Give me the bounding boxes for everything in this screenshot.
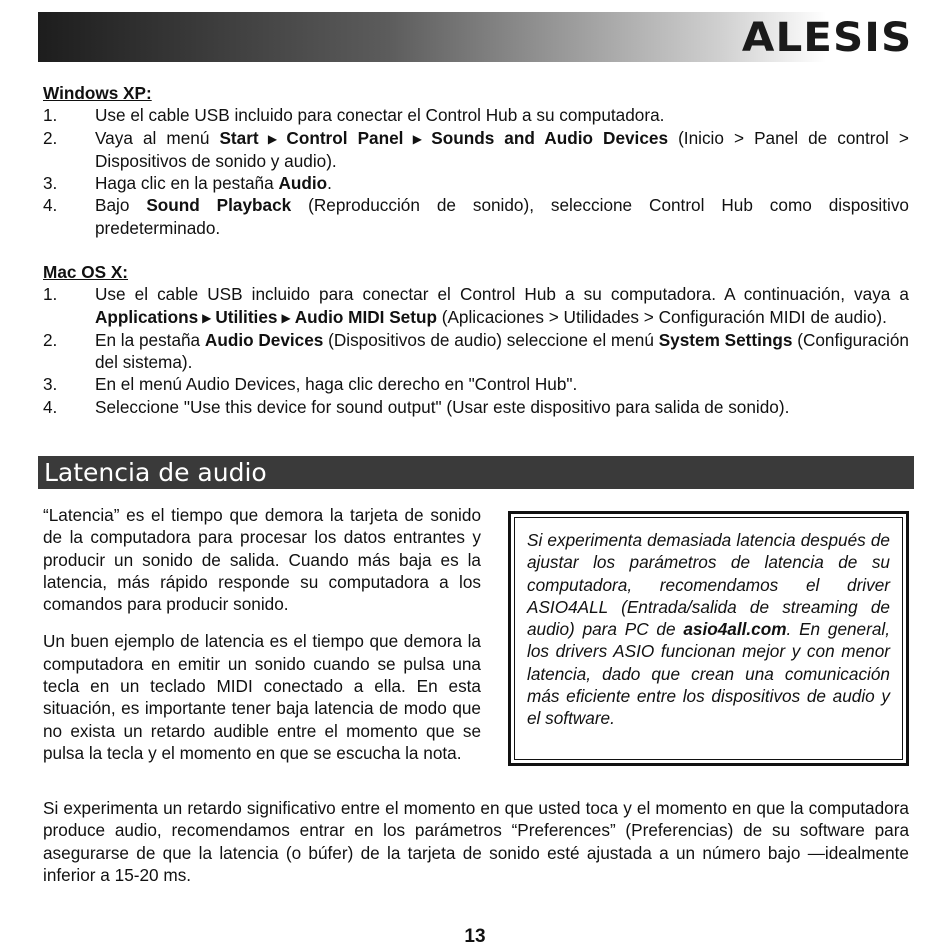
step-text: [95, 194, 909, 239]
menu-path-utilities: Utilities: [215, 306, 278, 327]
step-text: [95, 127, 909, 173]
note-text-part: . En general, los drivers ASIO funcionan mejor y con menor latencia, dado que crean una comunicación más eficiente entre los dispositivos de audio y el software.: [527, 619, 890, 729]
latency-advice-paragraph: Si experimenta un retardo significativo entre el momento en que usted toca y el momento en que la computadora produce audio, recomendamos entrar en los parámetros “Preferences” (Preferencias) de su software para asegurarse de que la latencia (o búfer) de la tarjeta de sonido esté ajustada a un número bajo —idealmente inferior a 15-20 ms.: [43, 798, 909, 885]
step-text-part: (Dispositivos de audio) seleccione el menú: [323, 329, 659, 350]
list-item: [43, 283, 909, 329]
list-item: [43, 104, 909, 126]
mac-steps-list: [43, 283, 909, 418]
bold-term: Sound Playback: [146, 195, 292, 216]
list-item: [43, 329, 909, 374]
step-number: 3.: [43, 374, 58, 395]
windows-xp-heading: Windows XP:: [43, 83, 152, 103]
section-title-bar: Latencia de audio: [38, 456, 914, 489]
step-number: 2.: [43, 127, 58, 148]
menu-path-start: Start: [219, 127, 259, 148]
page-number: 13: [464, 926, 486, 947]
list-item: [43, 194, 909, 239]
step-number: 1.: [43, 105, 58, 126]
asio4all-link[interactable]: asio4all.com: [683, 619, 787, 640]
step-number: 4.: [43, 195, 58, 216]
step-text-part: Bajo: [95, 195, 147, 216]
step-text-part: .: [327, 173, 332, 194]
latency-left-column: [43, 504, 481, 779]
step-text: [95, 172, 909, 194]
step-text-part: En la pestaña: [95, 329, 205, 350]
alesis-logo: ALESIS: [741, 15, 912, 61]
step-text: Use el cable USB incluido para conectar el Control Hub a su computadora.: [95, 105, 665, 126]
step-text-part: Vaya al menú: [95, 127, 220, 148]
list-item: [43, 373, 909, 395]
triangle-right-icon: ▶: [407, 131, 428, 146]
step-text-part: Use el cable USB incluido para conectar el Control Hub a su computadora. A continuación, vaya a: [95, 284, 909, 305]
step-text: Seleccione "Use this device for sound output" (Usar este dispositivo para salida de sonido).: [95, 396, 790, 417]
list-item: [43, 172, 909, 194]
note-box: [508, 511, 909, 766]
mac-os-heading: Mac OS X:: [43, 262, 129, 282]
list-item: [43, 396, 909, 418]
windows-steps-list: [43, 104, 909, 239]
bold-term: System Settings: [658, 329, 793, 350]
step-text-part: (Reproducción de sonido), seleccione Control Hub como dispositivo predeterminado.: [95, 195, 909, 238]
latency-definition-paragraph: “Latencia” es el tiempo que demora la tarjeta de sonido de la computadora para procesar los datos entrantes y producir un sonido de salida. Cuando más baja es la latencia, más rápido responde su computadora a los comandos para producir sonido.: [43, 505, 481, 615]
step-text-part: Haga clic en la pestaña: [95, 173, 279, 194]
menu-path-sounds: Sounds and Audio Devices: [431, 127, 669, 148]
triangle-right-icon: ▶: [202, 310, 212, 325]
step-number: 1.: [43, 284, 58, 305]
step-text: En el menú Audio Devices, haga clic derecho en "Control Hub".: [95, 374, 578, 395]
triangle-right-icon: ▶: [262, 131, 283, 146]
menu-path-control-panel: Control Panel: [286, 127, 404, 148]
step-number: 4.: [43, 396, 58, 417]
bold-term: Audio Devices: [204, 329, 324, 350]
bold-term: Audio: [278, 173, 328, 194]
menu-path-applications: Applications: [95, 306, 199, 327]
menu-path-audio-midi-setup: Audio MIDI Setup: [294, 306, 437, 327]
step-text: [95, 329, 909, 374]
note-text: [514, 517, 903, 760]
latency-example-paragraph: Un buen ejemplo de latencia es el tiempo que demora la computadora en emitir un sonido cuando se pulsa una tecla en un teclado MIDI conectado a ella. En esta situación, es importante tener baja latencia de modo que no exista un retardo audible entre el momento que se pulsa la tecla y el momento en que se escucha la nota.: [43, 631, 481, 763]
note-text-part: Si experimenta demasiada latencia después de ajustar los parámetros de latencia de su computadora, recomendamos el driver ASIO4ALL (Entrada/salida de streaming de audio) para PC de: [527, 530, 890, 640]
step-number: 3.: [43, 173, 58, 194]
mac-os-section: [43, 261, 909, 418]
step-text-part: (Configuración del sistema).: [95, 329, 909, 373]
list-item: [43, 127, 909, 173]
step-text-part: (Aplicaciones > Utilidades > Configuración MIDI de audio).: [436, 306, 887, 327]
step-text-part: (Inicio > Panel de control > Dispositivos de sonido y audio).: [95, 127, 909, 171]
windows-xp-section: [43, 82, 909, 239]
triangle-right-icon: ▶: [281, 310, 291, 325]
step-text: [95, 283, 909, 329]
step-number: 2.: [43, 329, 58, 350]
